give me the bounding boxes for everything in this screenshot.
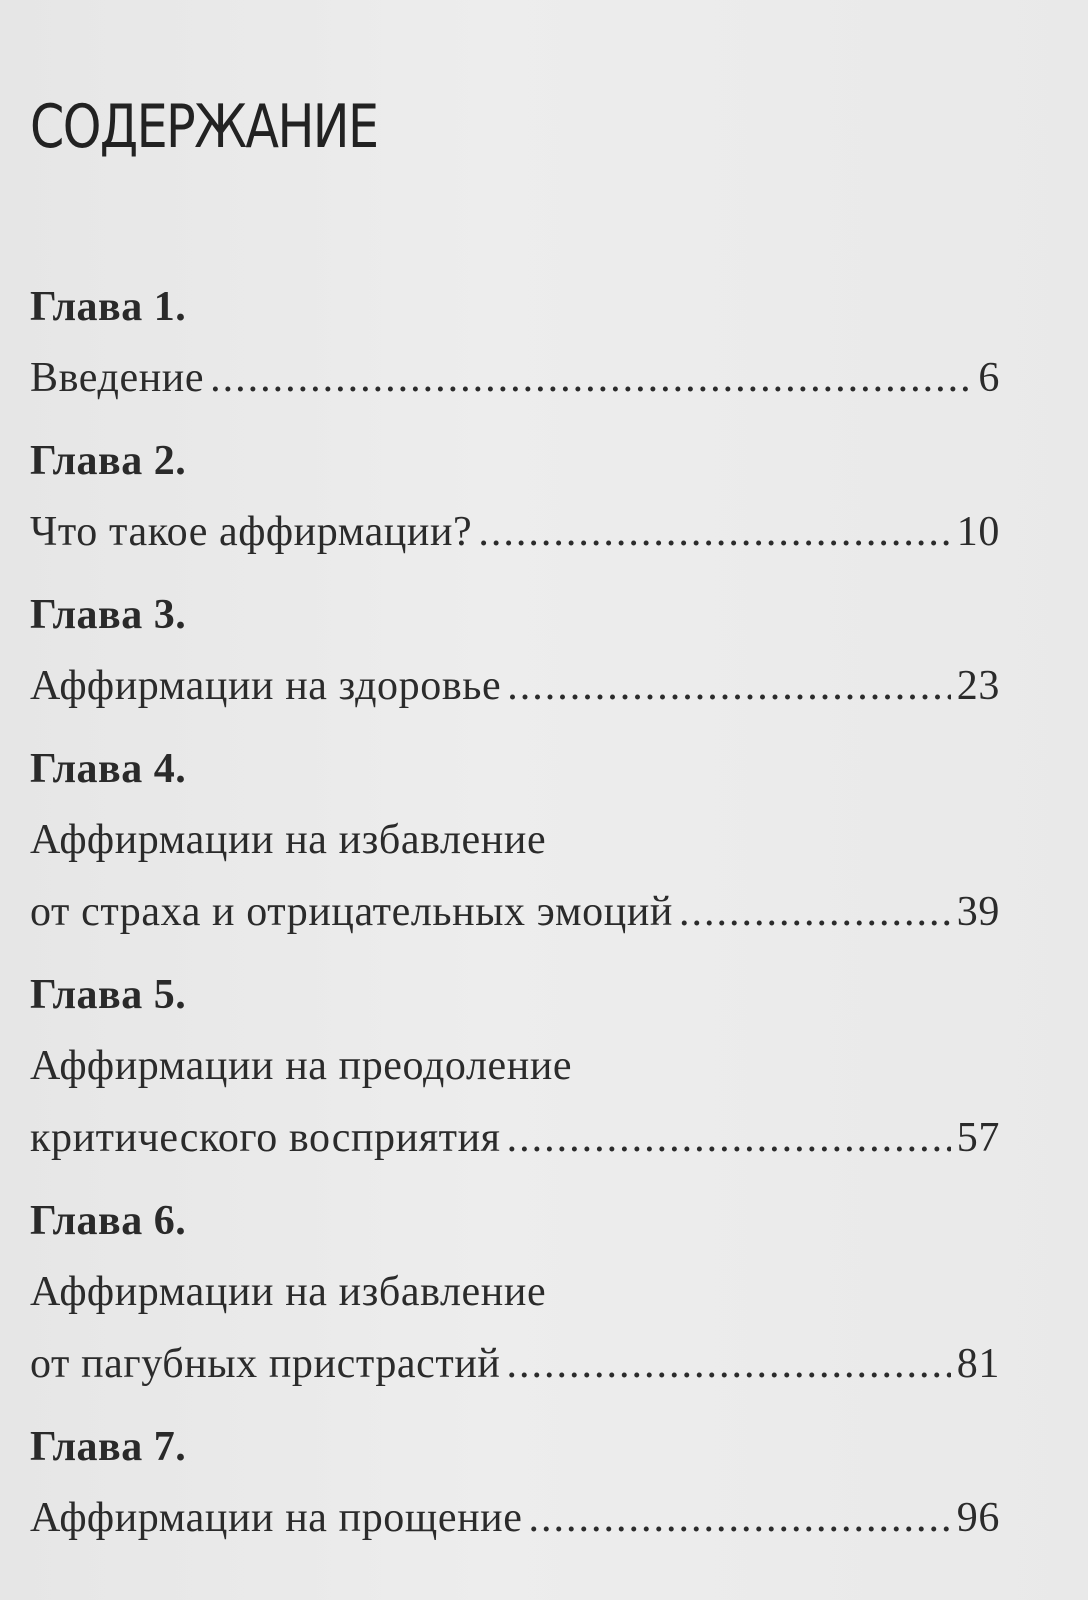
chapter-title-line — [30, 1102, 1000, 1174]
chapter-title: Аффирмации на здоровье — [30, 663, 502, 709]
chapter-title: Аффирмации на избавление — [30, 1269, 547, 1315]
chapter-heading: Глава 5. — [30, 972, 187, 1018]
chapter-title-line — [30, 1328, 1000, 1400]
toc-entry-5 — [30, 960, 1000, 1174]
chapter-title-line — [30, 1482, 1000, 1554]
chapter-heading: Глава 4. — [30, 746, 187, 792]
chapter-title: Что такое аффирмации? — [30, 509, 473, 555]
page-number: 96 — [956, 1495, 1000, 1541]
chapter-title: критического восприятия — [30, 1115, 501, 1161]
chapter-title-line — [30, 650, 1000, 722]
toc-entry-3 — [30, 580, 1000, 722]
chapter-heading: Глава 6. — [30, 1198, 187, 1244]
page-number: 57 — [956, 1115, 1000, 1161]
toc-entry-4 — [30, 734, 1000, 948]
dot-leader — [679, 876, 951, 948]
toc-entry-1 — [30, 272, 1000, 414]
chapter-title-line — [30, 342, 1000, 414]
chapter-title: Аффирмации на преодоление — [30, 1043, 573, 1089]
chapter-title: Аффирмации на прощение — [30, 1495, 523, 1541]
chapter-heading: Глава 7. — [30, 1424, 187, 1470]
dot-leader — [210, 342, 972, 414]
page-number: 6 — [978, 355, 1000, 401]
page-number: 23 — [956, 663, 1000, 709]
toc-entry-2 — [30, 426, 1000, 568]
dot-leader — [507, 650, 951, 722]
dot-leader — [507, 1102, 951, 1174]
chapter-title: от страха и отрицательных эмоций — [30, 889, 674, 935]
dot-leader — [529, 1482, 951, 1554]
chapter-heading: Глава 1. — [30, 284, 187, 330]
page-number: 10 — [956, 509, 1000, 555]
page-number: 81 — [956, 1341, 1000, 1387]
chapter-title: Введение — [30, 355, 205, 401]
dot-leader — [478, 496, 950, 568]
chapter-heading: Глава 3. — [30, 592, 187, 638]
chapter-title: от пагубных пристрастий — [30, 1341, 501, 1387]
page-title: СОДЕРЖАНИЕ — [30, 92, 378, 162]
table-of-contents — [30, 272, 1000, 1566]
chapter-heading: Глава 2. — [30, 438, 187, 484]
page-number: 39 — [956, 889, 1000, 935]
dot-leader — [507, 1328, 951, 1400]
chapter-title-line — [30, 876, 1000, 948]
chapter-title-line — [30, 496, 1000, 568]
toc-entry-6 — [30, 1186, 1000, 1400]
toc-entry-7 — [30, 1412, 1000, 1554]
chapter-title: Аффирмации на избавление — [30, 817, 547, 863]
